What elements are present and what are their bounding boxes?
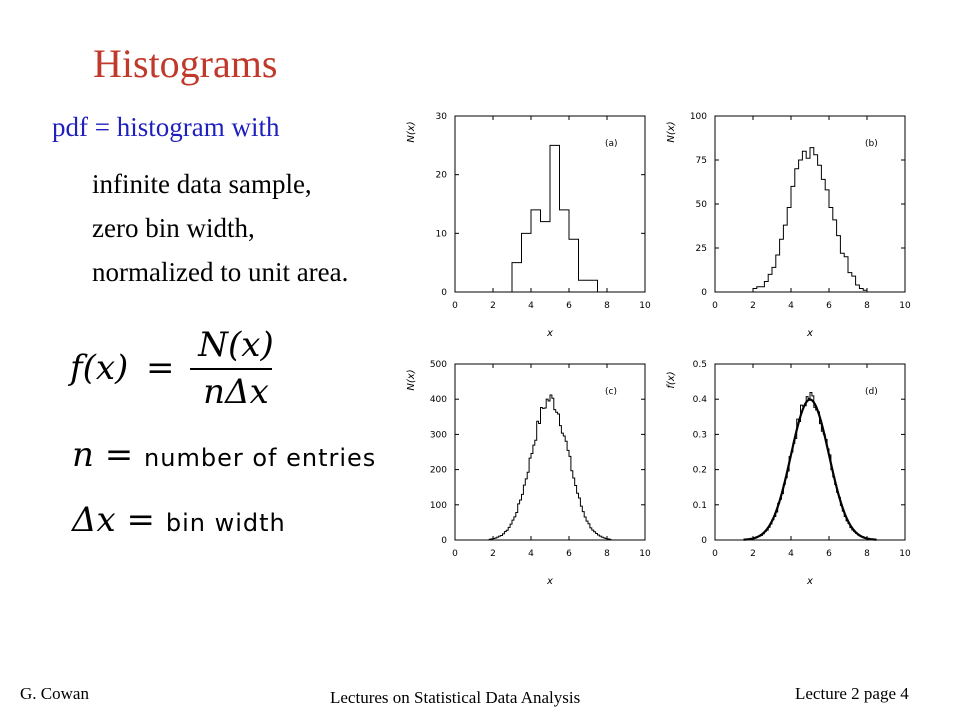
x-tick-label: 0 xyxy=(452,549,458,559)
y-axis-label: N(x) xyxy=(406,121,417,143)
histogram-bin xyxy=(787,208,791,292)
y-tick-label: 0.2 xyxy=(692,465,707,476)
x-tick-label: 0 xyxy=(712,549,718,559)
histogram-bin xyxy=(770,524,772,540)
histogram-bin xyxy=(544,408,546,540)
x-tick-label: 4 xyxy=(528,301,534,311)
y-axis-label: N(x) xyxy=(406,369,417,391)
histogram-bin xyxy=(582,512,584,540)
formula-numerator: N(x) xyxy=(198,325,274,365)
equals-sign: = xyxy=(146,348,175,388)
x-tick-label: 2 xyxy=(750,301,756,311)
x-tick-label: 6 xyxy=(566,549,572,559)
x-tick-label: 8 xyxy=(864,301,870,311)
histogram-bin xyxy=(599,536,601,540)
y-tick-label: 0 xyxy=(441,288,447,298)
histogram-bin xyxy=(812,396,814,540)
histogram-bin xyxy=(795,438,797,540)
histogram-bin xyxy=(579,498,581,540)
dx-symbol: Δx xyxy=(72,500,116,540)
y-tick-label: 0 xyxy=(441,536,447,546)
x-tick-label: 8 xyxy=(864,549,870,559)
histogram-bin xyxy=(772,267,776,292)
x-tick-label: 10 xyxy=(639,549,651,559)
histogram-bin xyxy=(605,538,607,540)
histogram-bin xyxy=(560,210,570,292)
histogram-bin xyxy=(516,513,518,540)
histogram-bin xyxy=(607,539,609,540)
panel-label: (d) xyxy=(865,387,878,397)
panel-label: (b) xyxy=(865,139,878,149)
histogram-bin xyxy=(825,190,829,292)
histogram-bin xyxy=(825,440,827,540)
histogram-bin xyxy=(844,517,846,540)
histogram-bin xyxy=(573,478,575,540)
bullet-infinite-sample: infinite data sample, xyxy=(92,169,312,199)
histogram-bin xyxy=(783,225,787,292)
y-tick-label: 25 xyxy=(695,244,707,254)
histogram-bin xyxy=(835,485,837,540)
histogram-bin xyxy=(504,532,506,540)
histogram-bin xyxy=(561,433,563,540)
histogram-bin xyxy=(522,233,532,292)
y-axis-label: N(x) xyxy=(666,121,677,143)
histogram-bin xyxy=(569,456,571,540)
histogram-bin xyxy=(510,524,512,540)
histogram-bin xyxy=(550,395,552,540)
y-tick-label: 50 xyxy=(695,200,707,210)
histogram-bin xyxy=(776,512,778,540)
x-tick-label: 0 xyxy=(452,301,458,311)
histogram-bin xyxy=(531,454,533,540)
histogram-bin xyxy=(522,494,524,540)
histogram-bin xyxy=(527,472,529,540)
histogram-bin xyxy=(594,532,596,540)
x-tick-label: 10 xyxy=(899,549,911,559)
histogram-bin xyxy=(787,471,789,540)
histogram-bin xyxy=(839,497,841,540)
histogram-bin xyxy=(558,414,560,540)
histogram-bin xyxy=(539,423,541,540)
y-tick-label: 10 xyxy=(435,229,447,240)
panel-label: (c) xyxy=(605,387,617,397)
x-tick-label: 2 xyxy=(750,549,756,559)
histogram-bin xyxy=(592,530,594,540)
histogram-bin xyxy=(499,536,501,540)
y-tick-label: 300 xyxy=(429,430,447,441)
histogram-bin xyxy=(531,210,541,292)
histogram-bin xyxy=(508,527,510,540)
histogram-bin xyxy=(829,208,833,292)
histogram-bin xyxy=(556,412,558,540)
footer-page: Lecture 2 page 4 xyxy=(795,684,909,703)
histogram-bin xyxy=(535,440,537,540)
histogram-bin xyxy=(799,160,803,292)
histogram-bin xyxy=(757,287,761,292)
histogram-bin xyxy=(753,288,757,292)
histogram-bin xyxy=(814,407,816,540)
n-equals: = xyxy=(104,435,134,475)
histogram-bin xyxy=(782,494,784,540)
histogram-bin xyxy=(586,521,588,540)
histogram-bin xyxy=(833,477,835,540)
y-tick-label: 0 xyxy=(701,288,707,298)
dx-description: bin width xyxy=(165,509,286,537)
histogram-bin xyxy=(842,511,844,540)
x-tick-label: 8 xyxy=(604,549,610,559)
histogram-bin xyxy=(801,405,803,540)
histogram-bin xyxy=(766,530,768,540)
x-tick-label: 4 xyxy=(788,301,794,311)
x-tick-label: 0 xyxy=(712,301,718,311)
histogram-bin xyxy=(850,528,852,540)
x-tick-label: 8 xyxy=(604,301,610,311)
x-tick-label: 6 xyxy=(826,549,832,559)
histogram-bin xyxy=(827,449,829,540)
footer-course: Lectures on Statistical Data Analysis xyxy=(330,688,581,707)
x-tick-label: 4 xyxy=(528,549,534,559)
histogram-bin xyxy=(584,517,586,540)
footer-author: G. Cowan xyxy=(20,684,89,703)
histogram-bin xyxy=(797,419,799,540)
histogram-bin xyxy=(541,222,551,292)
x-tick-label: 6 xyxy=(826,301,832,311)
histogram-bin xyxy=(603,538,605,540)
histogram-bin xyxy=(588,280,598,292)
formula-equals xyxy=(146,348,175,388)
histogram-bin xyxy=(837,236,841,292)
histogram-bin xyxy=(491,539,493,540)
histogram-bin xyxy=(548,401,550,540)
histogram-bin xyxy=(575,486,577,540)
histogram-bin xyxy=(546,399,548,540)
n-description: number of entries xyxy=(144,444,377,472)
histogram-bin xyxy=(780,239,784,292)
histogram-bin xyxy=(554,410,556,540)
histogram-bin xyxy=(501,535,503,540)
histogram-bin xyxy=(852,530,854,540)
histogram-bin xyxy=(609,539,611,540)
histogram-bin xyxy=(852,276,856,292)
x-tick-label: 4 xyxy=(788,549,794,559)
histogram-bin xyxy=(808,399,810,540)
histogram-bin xyxy=(764,281,768,292)
y-axis-label: f(x) xyxy=(666,371,677,389)
bullet-normalized: normalized to unit area. xyxy=(92,257,349,287)
histogram-panel-c xyxy=(400,356,660,596)
histogram-bin xyxy=(810,392,812,540)
n-definition xyxy=(72,435,376,478)
histogram-bin xyxy=(821,179,825,292)
y-tick-label: 75 xyxy=(695,156,707,166)
y-tick-label: 100 xyxy=(689,112,707,122)
histogram-bin xyxy=(810,148,814,292)
histogram-panel-a xyxy=(400,108,660,348)
histogram-bin xyxy=(856,285,860,292)
slide-title: Histograms xyxy=(93,41,278,86)
y-tick-label: 200 xyxy=(429,465,447,476)
histogram-bin xyxy=(523,485,525,540)
histogram-bin xyxy=(823,434,825,540)
histogram-bin xyxy=(768,527,770,540)
histogram-bin xyxy=(489,539,491,540)
dx-equals: = xyxy=(126,500,156,540)
dx-definition xyxy=(72,500,286,543)
histogram-bin xyxy=(780,499,782,540)
histogram-bin xyxy=(542,408,544,540)
histogram-bin xyxy=(791,186,795,292)
x-tick-label: 2 xyxy=(490,549,496,559)
histogram-bin xyxy=(520,500,522,540)
histogram-bin xyxy=(565,441,567,540)
histogram-bin xyxy=(831,470,833,540)
histogram-bin xyxy=(596,534,598,540)
histogram-bin xyxy=(525,479,527,540)
histogram-bin xyxy=(804,406,806,540)
histogram-bin xyxy=(806,158,810,292)
histogram-bin xyxy=(846,521,848,540)
histogram-bin xyxy=(820,424,822,540)
histogram-bin xyxy=(512,520,514,540)
histogram-bin xyxy=(567,450,569,540)
y-tick-label: 30 xyxy=(435,112,447,122)
y-tick-label: 0.5 xyxy=(692,360,707,370)
histogram-bin xyxy=(571,471,573,540)
formula-f-lhs: f(x) xyxy=(70,348,129,388)
histogram-bin xyxy=(579,280,589,292)
histogram-bin xyxy=(840,505,842,540)
histogram-bin xyxy=(503,534,505,540)
y-tick-label: 0 xyxy=(701,536,707,546)
histogram-bin xyxy=(601,537,603,540)
y-tick-label: 0.4 xyxy=(692,395,707,406)
histogram-bin xyxy=(818,165,822,292)
histogram-bin xyxy=(598,535,600,540)
histogram-bin xyxy=(863,290,867,292)
histogram-bin xyxy=(791,452,793,540)
histogram-bin xyxy=(799,421,801,540)
histogram-bin xyxy=(776,255,780,292)
x-tick-label: 10 xyxy=(639,301,651,311)
histogram-bin xyxy=(768,274,772,292)
y-tick-label: 100 xyxy=(429,500,447,511)
x-axis-label: x xyxy=(807,328,813,339)
histogram-bin xyxy=(552,398,554,540)
histogram-panel-b xyxy=(660,108,920,348)
histogram-bin xyxy=(829,455,831,540)
histogram-bin xyxy=(493,539,495,540)
histogram-bin xyxy=(848,273,852,292)
histogram-bin xyxy=(795,169,799,292)
histogram-bin xyxy=(802,151,806,292)
x-tick-label: 2 xyxy=(490,301,496,311)
y-tick-label: 500 xyxy=(429,360,447,370)
histogram-bin xyxy=(550,145,560,292)
histogram-bin xyxy=(590,528,592,540)
slide-subtitle: pdf = histogram with xyxy=(52,112,280,142)
histogram-bin xyxy=(806,397,808,540)
histogram-bin xyxy=(569,239,579,292)
histogram-bin xyxy=(837,492,839,540)
histogram-bin xyxy=(588,524,590,540)
histogram-bin xyxy=(783,484,785,540)
histogram-bin xyxy=(560,426,562,540)
histogram-bin xyxy=(529,458,531,540)
histogram-bin xyxy=(761,287,765,292)
histogram-bin xyxy=(840,253,844,292)
histogram-bin xyxy=(844,257,848,292)
bullet-zero-bin-width: zero bin width, xyxy=(92,213,255,243)
histogram-bin xyxy=(789,457,791,540)
histogram-bin xyxy=(518,504,520,540)
histogram-bin xyxy=(495,538,497,540)
histogram-bin xyxy=(833,220,837,292)
histogram-bin xyxy=(793,443,795,540)
histogram-bin xyxy=(506,530,508,540)
x-axis-label: x xyxy=(807,576,813,587)
x-axis-label: x xyxy=(547,328,553,339)
histogram-bin xyxy=(774,517,776,540)
fraction-line xyxy=(190,368,272,370)
histogram-bin xyxy=(785,478,787,540)
histogram-bin xyxy=(816,410,818,540)
histogram-bin xyxy=(818,412,820,540)
histogram-bin xyxy=(563,436,565,540)
formula-denominator: nΔx xyxy=(203,372,269,412)
histogram-bin xyxy=(514,517,516,540)
y-tick-label: 400 xyxy=(429,395,447,406)
histogram-bin xyxy=(577,493,579,540)
histogram-bin xyxy=(859,288,863,292)
y-tick-label: 0.1 xyxy=(692,500,707,511)
x-tick-label: 10 xyxy=(899,301,911,311)
histogram-bin xyxy=(533,445,535,540)
n-symbol: n xyxy=(72,435,94,475)
y-tick-label: 20 xyxy=(435,170,447,181)
x-tick-label: 6 xyxy=(566,301,572,311)
histogram-bin xyxy=(814,155,818,292)
panel-label: (a) xyxy=(605,139,618,149)
histogram-bin xyxy=(497,537,499,540)
histogram-panel-d xyxy=(660,356,920,596)
histogram-bin xyxy=(537,421,539,540)
x-axis-label: x xyxy=(547,576,553,587)
histogram-bin xyxy=(580,506,582,540)
y-tick-label: 0.3 xyxy=(692,430,707,441)
histogram-bin xyxy=(802,406,804,540)
histogram-bin xyxy=(541,407,543,540)
histogram-bin xyxy=(821,431,823,540)
histogram-bin xyxy=(512,263,522,292)
